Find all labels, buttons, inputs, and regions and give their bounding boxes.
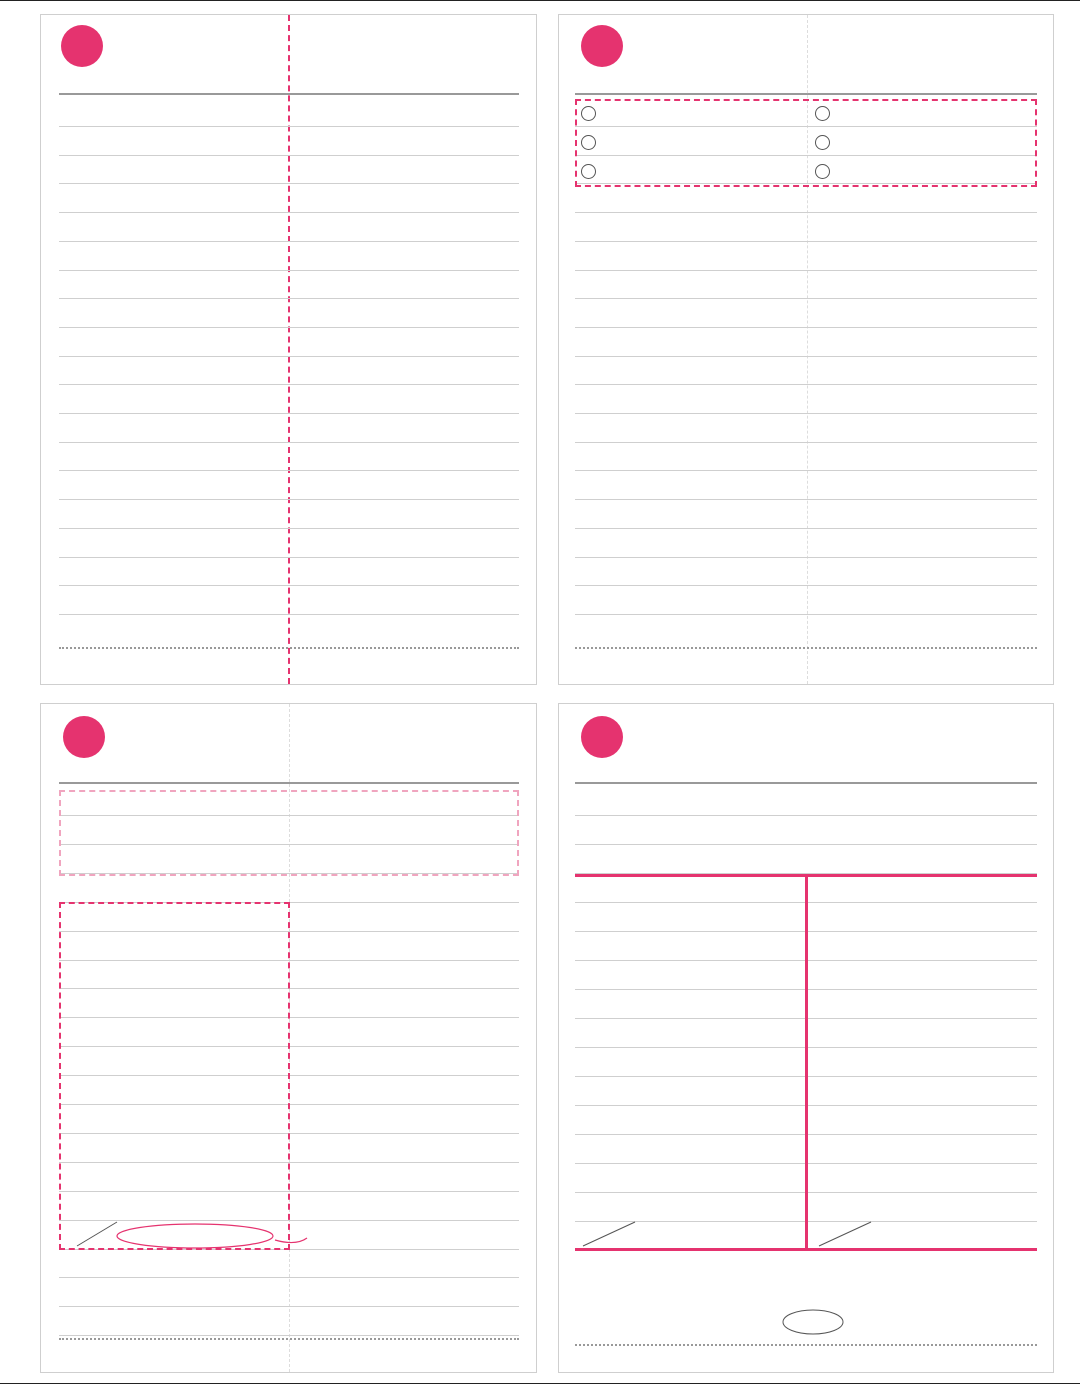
bottom-dotted-rule [59, 1338, 519, 1340]
actual-slash [815, 1218, 895, 1250]
rule-line [575, 470, 1037, 471]
circle-mark [783, 1310, 843, 1334]
plan-slash [579, 1218, 659, 1250]
rule-line [575, 270, 1037, 271]
task-item [815, 106, 836, 121]
top-border [0, 0, 1080, 1]
task-item [815, 164, 836, 179]
rule-line [575, 528, 1037, 529]
rule-line [59, 384, 519, 385]
panel-step-4 [558, 703, 1054, 1373]
rule-line [59, 126, 519, 127]
rule-line [575, 212, 1037, 213]
rule-line [59, 356, 519, 357]
rule-line [575, 585, 1037, 586]
rule-line [575, 241, 1037, 242]
rule-line [59, 614, 519, 615]
rule-line [59, 499, 519, 500]
number-circle-icon [815, 106, 830, 121]
slash-mark [583, 1222, 635, 1246]
rule-line [59, 585, 519, 586]
bottom-dotted-rule [575, 647, 1037, 649]
ticket-circle [781, 1308, 845, 1336]
number-circle-icon [815, 164, 830, 179]
rule-line [575, 557, 1037, 558]
step-badge-4 [581, 716, 623, 758]
rule-line [59, 557, 519, 558]
rule-line [575, 356, 1037, 357]
total-annotation [71, 1216, 311, 1252]
schedule-box [59, 902, 290, 1250]
rule-line [59, 442, 519, 443]
header-rule [575, 782, 1037, 784]
step-badge-1 [61, 25, 103, 67]
rule-line [59, 413, 519, 414]
step-badge-2 [581, 25, 623, 67]
header-rule [575, 93, 1037, 95]
task-item [815, 135, 836, 150]
rule-line [59, 1335, 519, 1336]
number-circle-icon [581, 135, 596, 150]
panel-step-1 [40, 14, 537, 685]
rule-line [59, 470, 519, 471]
rule-line [59, 241, 519, 242]
number-circle-icon [815, 135, 830, 150]
arrow-line [275, 1238, 307, 1243]
task-list-box [59, 790, 519, 876]
rule-line [575, 499, 1037, 500]
column-divider [805, 874, 808, 1250]
step-badge-3 [63, 716, 105, 758]
task-list-box [575, 99, 1037, 187]
task-item [581, 106, 602, 121]
rule-line [59, 327, 519, 328]
rule-line [59, 1306, 519, 1307]
rule-line [575, 298, 1037, 299]
panel-step-3 [40, 703, 537, 1373]
rule-line [575, 413, 1037, 414]
rule-line [575, 614, 1037, 615]
slash-mark [819, 1222, 871, 1246]
rule-line [575, 442, 1037, 443]
rule-line [59, 298, 519, 299]
rule-line [59, 183, 519, 184]
rule-line [59, 270, 519, 271]
bottom-dotted-rule [59, 647, 519, 649]
number-circle-icon [581, 164, 596, 179]
rule-line [575, 327, 1037, 328]
rule-line [59, 1277, 519, 1278]
rule-line [59, 528, 519, 529]
slash-mark [77, 1222, 117, 1246]
total-circle [117, 1224, 273, 1248]
task-item [581, 164, 602, 179]
bottom-dotted-rule [575, 1344, 1037, 1346]
task-item [581, 135, 602, 150]
rule-line [575, 384, 1037, 385]
panel-step-2 [558, 14, 1054, 685]
rule-line [575, 815, 1037, 816]
rule-line [59, 212, 519, 213]
rule-line [575, 844, 1037, 845]
rule-line [59, 155, 519, 156]
fold-line [288, 15, 290, 684]
number-circle-icon [581, 106, 596, 121]
